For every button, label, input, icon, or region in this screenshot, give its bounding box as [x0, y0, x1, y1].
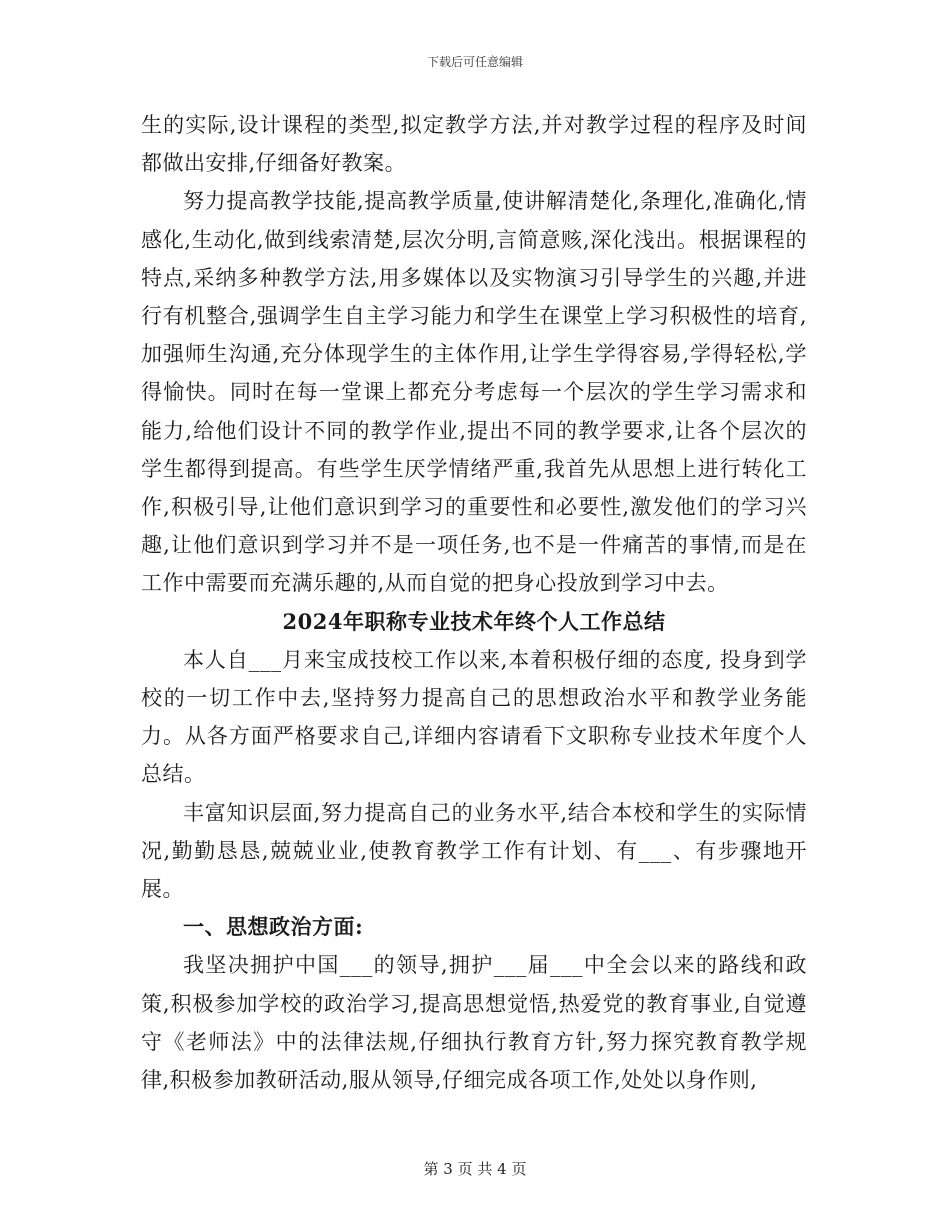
page-number: 第 3 页 共 4 页: [423, 1160, 527, 1178]
paragraph-politics: 我坚决拥护中国___的领导,拥护___届___中全会以来的路线和政策,积极参加学校的政治学习,提高思想觉悟,热爱党的教育事业,自觉遵守《老师法》中的法律法规,仔细执行教育方针,努力探究教育教学规律,积极参加教研活动,服从领导,仔细完成各项工作,处处以身作则,: [141, 953, 807, 1093]
page-header-note: 下载后可任意编辑: [426, 55, 523, 69]
section-heading-politics: 一、思想政治方面:: [183, 914, 364, 940]
paragraph-knowledge: 丰富知识层面,努力提高自己的业务水平,结合本校和学生的实际情况,勤勤恳恳,兢兢业业,使教育教学工作有计划、有___、有步骤地开展。: [141, 800, 807, 902]
paragraph-continued: 生的实际,设计课程的类型,拟定教学方法,并对教学过程的程序及时间都做出安排,仔细备好教案。: [141, 113, 807, 176]
paragraph-teaching-skills: 努力提高教学技能,提高教学质量,使讲解清楚化,条理化,准确化,情感化,生动化,做到线索清楚,层次分明,言简意赅,深化浅出。根据课程的特点,采纳多种教学方法,用多媒体以及实物演习引导学生的兴趣,并进行有机整合,强调学生自主学习能力和学生在课堂上学习积极性的培育,加强师生沟通,充分体现学生的主体作用,让学生学得容易,学得轻松,学得愉快。同时在每一堂课上都充分考虑每一个层次的学生学习需求和能力,给他们设计不同的教学作业,提出不同的教学要求,让各个层次的学生都得到提高。有些学生厌学情绪严重,我首先从思想上进行转化工作,积极引导,让他们意识到学习的重要性和必要性,激发他们的学习兴趣,让他们意识到学习并不是一项任务,也不是一件痛苦的事情,而是在工作中需要而充满乐趣的,从而自觉的把身心投放到学习中去。: [141, 189, 807, 596]
document-body: [141, 106, 807, 1099]
document-title: 2024年职称专业技术年终个人工作总结: [282, 608, 666, 634]
paragraph-introduction: 本人自___月来宝成技校工作以来,本着积极仔细的态度, 投身到学校的一切工作中去,坚持努力提高自己的思想政治水平和教学业务能力。从各方面严格要求自己,详细内容请看下文职称专业技术年度个人总结。: [141, 647, 807, 787]
